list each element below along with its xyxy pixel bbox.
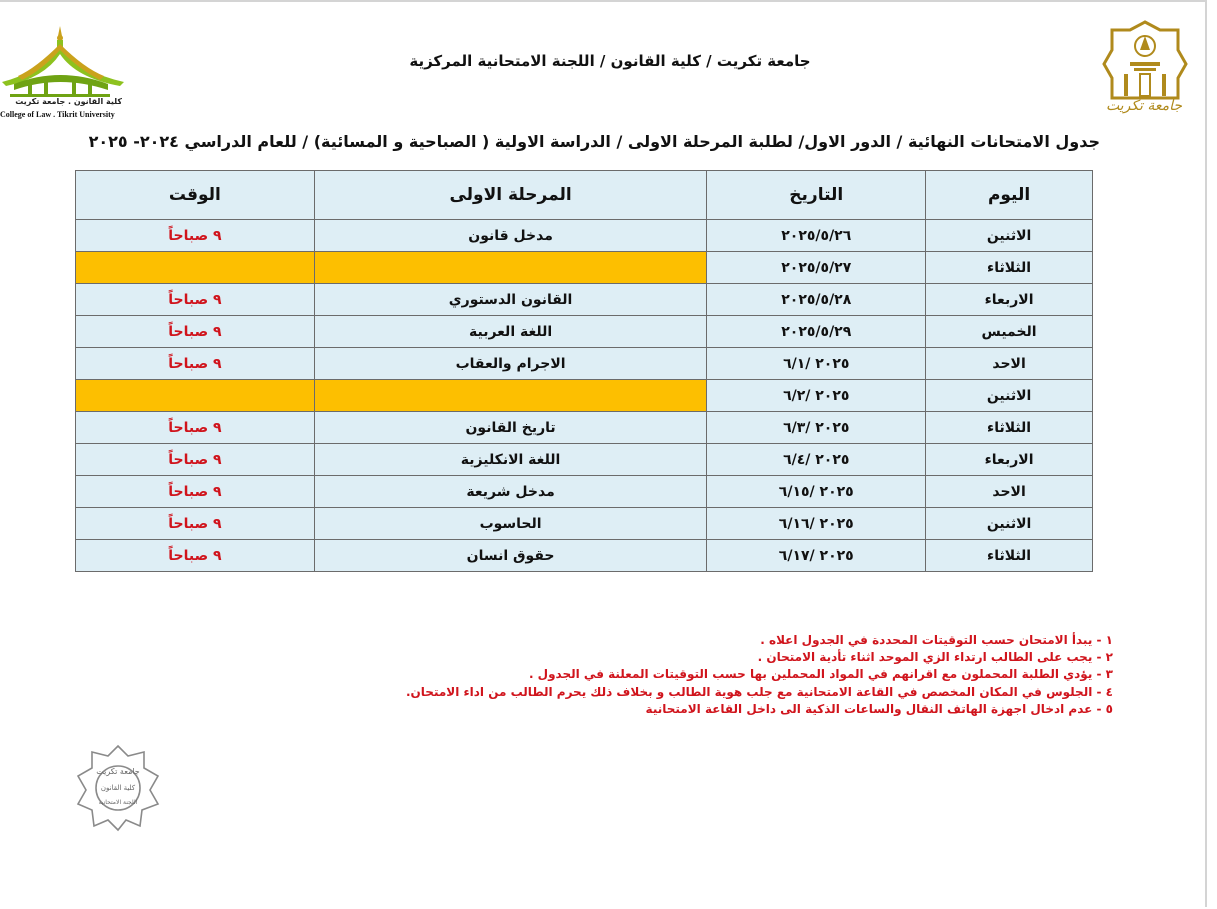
- cell-date: ٢٠٢٥ /٦/١٦: [707, 508, 926, 540]
- stamp-icon: [72, 742, 164, 832]
- university-logo-text: جامعة تكريت: [1105, 98, 1183, 114]
- table-header-row: [76, 171, 1093, 220]
- cell-time: ٩ صباحاً: [76, 284, 315, 316]
- cell-day: الثلاثاء: [926, 252, 1093, 284]
- table-row: [76, 220, 1093, 252]
- cell-date: ٢٠٢٥ /٦/٣: [707, 412, 926, 444]
- cell-time: [76, 380, 315, 412]
- table-body: [76, 220, 1093, 572]
- cell-date: ٢٠٢٥ /٦/١٥: [707, 476, 926, 508]
- instruction-item: ١ - يبدأ الامتحان حسب التوقيتات المحددة في الجدول اعلاه .: [760, 633, 1113, 647]
- cell-time: ٩ صباحاً: [76, 412, 315, 444]
- college-emblem-icon: [0, 22, 130, 98]
- header-day: اليوم: [926, 171, 1093, 220]
- cell-subject: القانون الدستوري: [314, 284, 707, 316]
- cell-day: الثلاثاء: [926, 412, 1093, 444]
- table-row: [76, 412, 1093, 444]
- table-row: [76, 508, 1093, 540]
- cell-date: ٢٠٢٥ /٦/٢: [707, 380, 926, 412]
- schedule-subtitle: جدول الامتحانات النهائية / الدور الاول/ لطلبة المرحلة الاولى / الدراسة الاولية ( الصباحية و المسائية) / للعام الدراسي ٢٠٢٤- ٢٠٢٥: [88, 132, 1100, 151]
- table-row: [76, 348, 1093, 380]
- page-title: جامعة تكريت / كلية القانون / اللجنة الامتحانية المركزية: [409, 52, 811, 70]
- instruction-item: ٤ - الجلوس في المكان المخصص في القاعة الامتحانية مع جلب هوية الطالب و بخلاف ذلك يحرم الطالب من اداء الامتحان.: [405, 684, 1113, 699]
- cell-day: الاربعاء: [926, 284, 1093, 316]
- cell-day: الاحد: [926, 348, 1093, 380]
- svg-text:كلية القانون: كلية القانون: [100, 784, 136, 792]
- cell-day: الخميس: [926, 316, 1093, 348]
- college-logo-english-text: College of Law . Tikrit University: [0, 110, 115, 119]
- table-row: [76, 316, 1093, 348]
- table-row: [76, 476, 1093, 508]
- cell-subject: مدخل شريعة: [314, 476, 707, 508]
- cell-subject: الاجرام والعقاب: [314, 348, 707, 380]
- header-subject: المرحلة الاولى: [314, 171, 707, 220]
- cell-time: ٩ صباحاً: [76, 540, 315, 572]
- cell-subject: حقوق انسان: [314, 540, 707, 572]
- cell-day: الاحد: [926, 476, 1093, 508]
- header-time: الوقت: [76, 171, 315, 220]
- table-row: [76, 444, 1093, 476]
- table-row: [76, 540, 1093, 572]
- header-date: التاريخ: [707, 171, 926, 220]
- cell-day: الاربعاء: [926, 444, 1093, 476]
- college-logo: [0, 22, 130, 122]
- table-row: [76, 380, 1093, 412]
- cell-time: ٩ صباحاً: [76, 508, 315, 540]
- committee-stamp: [72, 742, 164, 832]
- cell-subject: [314, 252, 707, 284]
- cell-date: ٢٠٢٥ /٦/١٧: [707, 540, 926, 572]
- cell-date: ٢٠٢٥/٥/٢٨: [707, 284, 926, 316]
- cell-subject: اللغة العربية: [314, 316, 707, 348]
- cell-day: الاثنين: [926, 380, 1093, 412]
- instruction-item: ٢ - يجب على الطالب ارتداء الزي الموحد اثناء تأدية الامتحان .: [757, 650, 1113, 665]
- cell-day: الثلاثاء: [926, 540, 1093, 572]
- table-row: [76, 252, 1093, 284]
- cell-date: ٢٠٢٥ /٦/٤: [707, 444, 926, 476]
- instructions-list: [200, 632, 1113, 718]
- cell-date: ٢٠٢٥ /٦/١: [707, 348, 926, 380]
- cell-day: الاثنين: [926, 220, 1093, 252]
- svg-text:جامعة تكريت: جامعة تكريت: [96, 767, 140, 776]
- svg-text:اللجنة الامتحانية: اللجنة الامتحانية: [98, 799, 138, 806]
- cell-subject: تاريخ القانون: [314, 412, 707, 444]
- cell-subject: اللغة الانكليزية: [314, 444, 707, 476]
- university-logo: [1100, 20, 1190, 124]
- cell-time: ٩ صباحاً: [76, 220, 315, 252]
- cell-time: ٩ صباحاً: [76, 316, 315, 348]
- cell-time: ٩ صباحاً: [76, 348, 315, 380]
- cell-subject: [314, 380, 707, 412]
- cell-date: ٢٠٢٥/٥/٢٧: [707, 252, 926, 284]
- cell-date: ٢٠٢٥/٥/٢٦: [707, 220, 926, 252]
- cell-time: [76, 252, 315, 284]
- cell-time: ٩ صباحاً: [76, 476, 315, 508]
- table-row: [76, 284, 1093, 316]
- exam-schedule-table: [75, 170, 1093, 572]
- instruction-item: ٣ - يؤدي الطلبة المحملون مع اقرانهم في المواد المحملين بها حسب التوقيتات المعلنة في الجدول .: [528, 667, 1113, 682]
- cell-time: ٩ صباحاً: [76, 444, 315, 476]
- cell-day: الاثنين: [926, 508, 1093, 540]
- college-logo-arabic-text: كلية القانون . جامعة تكريت: [15, 97, 122, 106]
- instruction-item: ٥ - عدم ادخال اجهزة الهاتف النقال والساعات الذكية الى داخل القاعة الامتحانية: [645, 701, 1113, 716]
- cell-date: ٢٠٢٥/٥/٢٩: [707, 316, 926, 348]
- cell-subject: الحاسوب: [314, 508, 707, 540]
- cell-subject: مدخل قانون: [314, 220, 707, 252]
- university-emblem-icon: [1100, 20, 1190, 102]
